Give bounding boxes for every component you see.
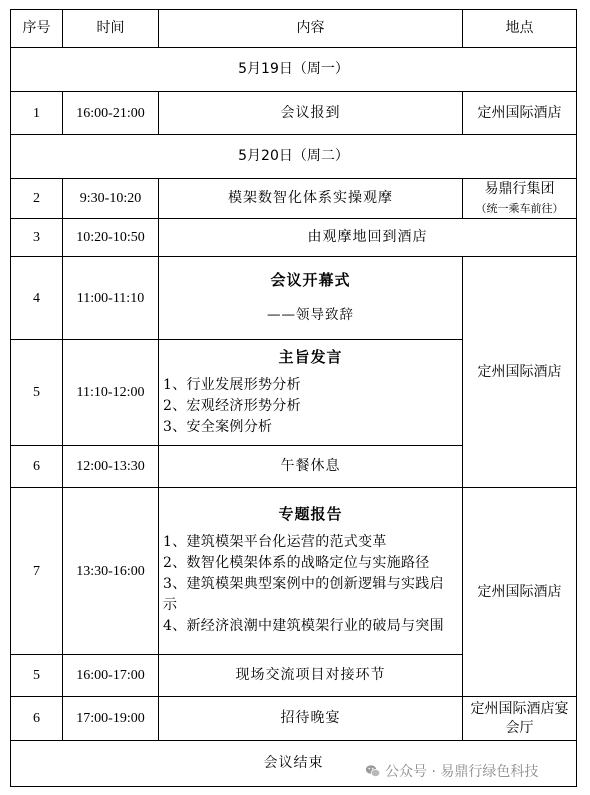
list-item: 3、安全案例分析	[163, 418, 273, 435]
row-content: 模架数智化体系实操观摩	[159, 179, 463, 219]
row-content-cell	[159, 257, 463, 340]
row-location-note: （统一乘车前往）	[475, 201, 564, 215]
row-number: 3	[11, 219, 63, 257]
row-content: 由观摩地回到酒店	[159, 219, 577, 257]
row-time: 16:00-17:00	[63, 655, 159, 697]
header-time: 时间	[63, 10, 159, 48]
row-content: 现场交流项目对接环节	[159, 655, 463, 697]
row-location-cell	[463, 179, 577, 219]
header-location: 地点	[463, 10, 577, 48]
row-content: 会议报到	[159, 92, 463, 135]
watermark	[365, 761, 538, 781]
table-row	[11, 92, 577, 135]
list-item: 2、宏观经济形势分析	[163, 397, 301, 414]
row-location: 定州国际酒店宴会厅	[463, 697, 577, 741]
row-item-list	[163, 375, 458, 438]
table-row	[11, 219, 577, 257]
row-time: 9:30-10:20	[63, 179, 159, 219]
footer-label: 会议结束	[11, 741, 577, 787]
row-number: 6	[11, 446, 63, 488]
wechat-icon	[365, 763, 381, 779]
list-item: 3、建筑模架典型案例中的创新逻辑与实践启示	[163, 576, 444, 613]
row-subtitle: ——领导致辞	[267, 307, 354, 323]
merged-location: 定州国际酒店	[463, 257, 577, 488]
row-number: 7	[11, 488, 63, 655]
header-row	[11, 10, 577, 48]
day-row	[11, 48, 577, 92]
day-label: 5月19日（周一）	[11, 48, 577, 92]
row-content-cell	[159, 488, 463, 655]
row-title: 专题报告	[278, 505, 343, 523]
row-title: 主旨发言	[278, 347, 343, 366]
header-no: 序号	[11, 10, 63, 48]
list-item: 2、数智化模架体系的战略定位与实施路径	[163, 555, 430, 571]
row-time: 12:00-13:30	[63, 446, 159, 488]
row-location: 易鼎行集团	[484, 180, 555, 197]
row-item-list	[163, 532, 458, 637]
table-row	[11, 257, 577, 340]
table-row	[11, 697, 577, 741]
table-row	[11, 179, 577, 219]
row-number: 6	[11, 697, 63, 741]
row-time: 10:20-10:50	[63, 219, 159, 257]
row-content: 招待晚宴	[159, 697, 463, 741]
row-time: 16:00-21:00	[63, 92, 159, 135]
row-time: 11:10-12:00	[63, 340, 159, 446]
row-time: 13:30-16:00	[63, 488, 159, 655]
table-row	[11, 488, 577, 655]
day-row	[11, 135, 577, 179]
list-item: 4、新经济浪潮中建筑模架行业的破局与突围	[163, 618, 444, 634]
row-content: 午餐休息	[159, 446, 463, 488]
row-number: 5	[11, 340, 63, 446]
header-content: 内容	[159, 10, 463, 48]
merged-location: 定州国际酒店	[463, 488, 577, 697]
row-number: 5	[11, 655, 63, 697]
list-item: 1、建筑模架平台化运营的范式变革	[163, 534, 387, 550]
row-number: 1	[11, 92, 63, 135]
row-time: 11:00-11:10	[63, 257, 159, 340]
row-number: 2	[11, 179, 63, 219]
watermark-text: 公众号 · 易鼎行绿色科技	[385, 764, 539, 780]
list-item: 1、行业发展形势分析	[163, 376, 301, 393]
row-content-cell	[159, 340, 463, 446]
row-time: 17:00-19:00	[63, 697, 159, 741]
row-number: 4	[11, 257, 63, 340]
row-title: 会议开幕式	[270, 271, 351, 289]
schedule-table	[10, 9, 577, 787]
day-label: 5月20日（周二）	[11, 135, 577, 179]
row-location: 定州国际酒店	[463, 92, 577, 135]
